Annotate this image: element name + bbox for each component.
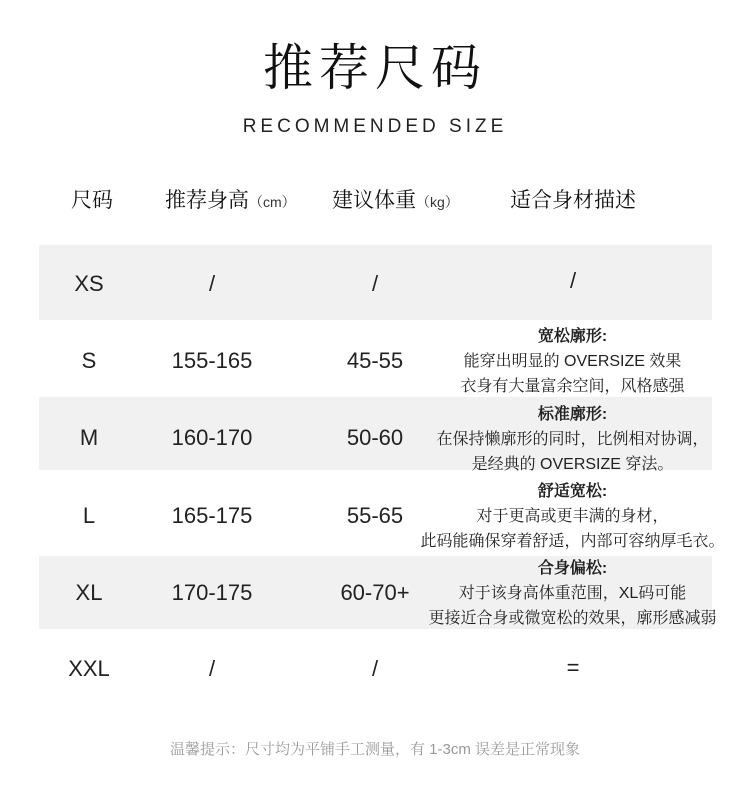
desc-cell-s (395, 324, 750, 399)
size-cell-xl: XL (75, 580, 103, 605)
header-desc-label: 适合身材描述 (510, 189, 636, 212)
desc-title-s: 宽松廓形: (537, 328, 608, 345)
desc-cell-l (395, 479, 750, 554)
desc-line-xl-2: 更接近合身或微宽松的效果，廓形感减弱 (428, 610, 717, 627)
size-cell-xs: XS (74, 271, 104, 296)
header-height (165, 184, 296, 214)
weight-cell-m: 50-60 (346, 425, 404, 450)
size-cell-m: M (79, 425, 99, 450)
header-weight (332, 184, 459, 214)
desc-line-m-1: 在保持懒廓形的同时，比例相对协调， (436, 431, 709, 448)
height-cell-s: 155-165 (171, 348, 253, 373)
desc-line-s-2: 衣身有大量富余空间，风格感强 (460, 378, 685, 395)
header-height-label: 推荐身高 (165, 189, 249, 212)
desc-cell-xs: / (569, 268, 577, 293)
header-size-label: 尺码 (71, 189, 113, 212)
weight-cell-l: 55-65 (346, 503, 404, 528)
desc-cell-xl (395, 556, 750, 631)
header-weight-label: 建议体重 (332, 189, 416, 212)
height-cell-l: 165-175 (171, 503, 253, 528)
desc-line-m-2: 是经典的 OVERSIZE 穿法。 (471, 456, 674, 473)
desc-title-m: 标准廓形: (537, 406, 608, 423)
header-weight-unit: （kg） (416, 194, 459, 210)
desc-title-xl: 合身偏松: (537, 560, 608, 577)
desc-line-s-1: 能穿出明显的 OVERSIZE 效果 (463, 353, 682, 370)
height-cell-xxl: / (208, 656, 216, 681)
header-height-unit: （cm） (249, 194, 296, 210)
desc-line-l-1: 对于更高或更丰满的身材， (476, 508, 669, 525)
weight-cell-xl: 60-70+ (340, 580, 410, 605)
desc-cell-m (395, 402, 750, 477)
page-title: 推荐尺码 (263, 40, 487, 96)
desc-cell-xxl: = (566, 655, 580, 680)
height-cell-m: 160-170 (171, 425, 253, 450)
size-cell-l: L (82, 503, 96, 528)
weight-cell-xxl: / (371, 656, 379, 681)
height-cell-xs: / (208, 271, 216, 296)
header-desc (510, 184, 636, 214)
page-subtitle: RECOMMENDED SIZE (242, 116, 508, 137)
desc-line-xl-1: 对于该身高体重范围，XL码可能 (458, 585, 687, 602)
weight-cell-xs: / (371, 271, 379, 296)
measurement-note: 温馨提示：尺寸均为平铺手工测量，有 1-3cm 误差是正常现象 (169, 741, 580, 758)
height-cell-xl: 170-175 (171, 580, 253, 605)
desc-line-l-2: 此码能确保穿着舒适，内部可容纳厚毛衣。 (420, 533, 725, 550)
size-cell-s: S (81, 348, 97, 373)
header-size (71, 184, 113, 214)
weight-cell-s: 45-55 (346, 348, 404, 373)
size-cell-xxl: XXL (68, 656, 110, 681)
desc-title-l: 舒适宽松: (537, 483, 608, 500)
